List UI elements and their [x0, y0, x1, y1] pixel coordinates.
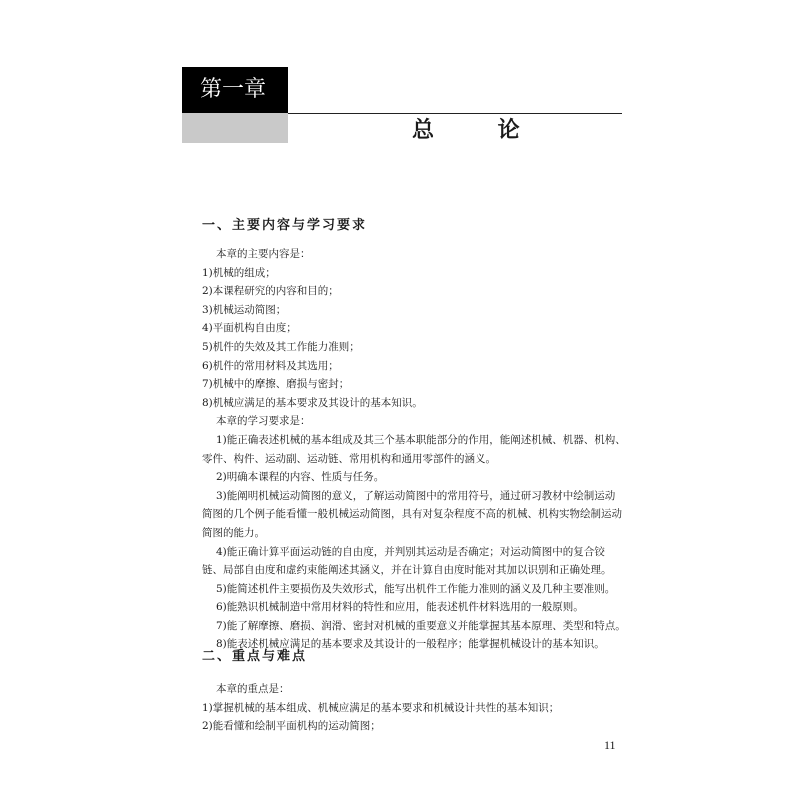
- text-line: 1)掌握机械的基本组成、机械应满足的基本要求和机械设计共性的基本知识；: [202, 701, 560, 714]
- text-line: 4)平面机构自由度；: [202, 322, 297, 335]
- text-line: 8)机械应满足的基本要求及其设计的基本知识。: [202, 396, 423, 409]
- text-line: 5)能简述机件主要损伤及失效形式，能写出机件工作能力准则的涵义及几种主要准则。: [216, 582, 616, 595]
- chapter-rule: [288, 113, 622, 114]
- text-line: 2)能看懂和绘制平面机构的运动简图；: [202, 720, 381, 733]
- text-line: 7)机械中的摩擦、磨损与密封；: [202, 378, 350, 391]
- text-line: 6)能熟识机械制造中常用材料的特性和应用，能表述机件材料选用的一般原则。: [216, 601, 584, 614]
- text-line: 8)能表述机械应满足的基本要求及其设计的一般程序；能掌握机械设计的基本知识。: [216, 638, 605, 651]
- text-line: 简图的能力。: [202, 526, 265, 539]
- text-line: 本章的重点是：: [216, 683, 290, 695]
- section-heading-1: 一、主要内容与学习要求: [202, 218, 368, 233]
- text-line: 2)本课程研究的内容和目的；: [202, 285, 339, 298]
- text-line: 简图的几个例子能看懂一般机械运动简图，具有对复杂程度不高的机械、机构实物绘制运动: [202, 508, 622, 521]
- text-line: 3)机械运动简图；: [202, 303, 287, 316]
- text-line: 本章的主要内容是：: [216, 248, 311, 260]
- page-number: 11: [604, 738, 616, 752]
- section-1-body: [202, 245, 627, 654]
- text-line: 本章的学习要求是：: [216, 415, 311, 428]
- text-line: 链、局部自由度和虚约束能阐述其涵义，并在计算自由度时能对其加以识别和正确处理。: [202, 564, 612, 577]
- text-line: 1)机械的组成；: [202, 266, 276, 279]
- chapter-title: 总 论: [412, 117, 548, 143]
- section-2-body: [202, 680, 627, 736]
- text-line: 3)能阐明机械运动简图的意义，了解运动简图中的常用符号，通过研习教材中绘制运动: [216, 489, 616, 502]
- text-line: 1)能正确表述机械的基本组成及其三个基本职能部分的作用，能阐述机械、机器、机构、: [216, 433, 626, 446]
- text-line: 5)机件的失效及其工作能力准则；: [202, 340, 360, 353]
- text-line: 4)能正确计算平面运动链的自由度，并判别其运动是否确定；对运动简图中的复合铰: [216, 545, 605, 558]
- chapter-label: 第一章: [200, 77, 267, 102]
- text-line: 零件、构件、运动副、运动链、常用机构和通用零部件的涵义。: [202, 452, 496, 465]
- text-line: 2)明确本课程的内容、性质与任务。: [216, 471, 385, 484]
- chapter-gray-block: [182, 113, 288, 143]
- section-heading-2: 二、重点与难点: [202, 649, 308, 664]
- chapter-label-box: [182, 67, 288, 113]
- text-line: 7)能了解摩擦、磨损、润滑、密封对机械的重要意义并能掌握其基本原理、类型和特点。: [216, 619, 626, 632]
- text-line: 6)机件的常用材料及其选用；: [202, 359, 339, 372]
